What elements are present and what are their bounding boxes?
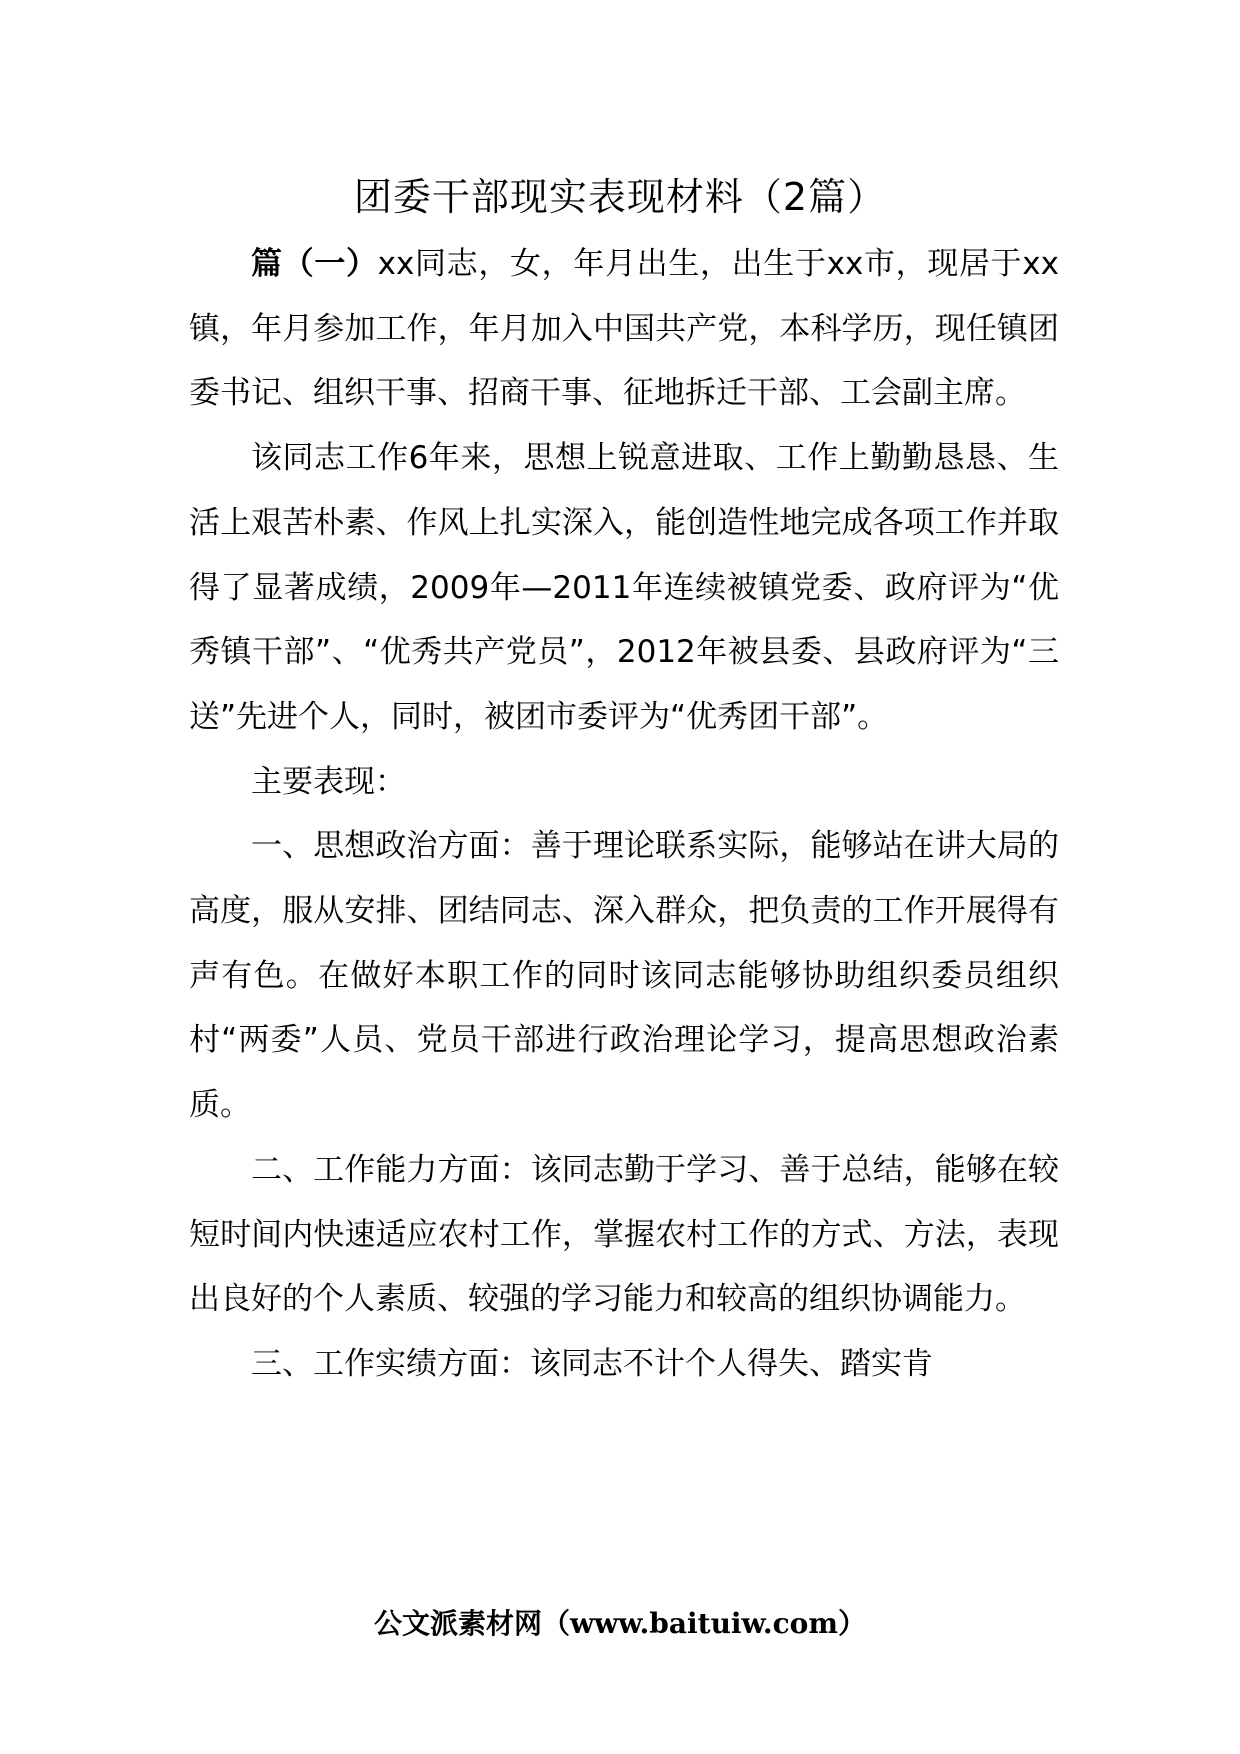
paragraph-2 (189, 426, 1059, 750)
paragraph-6 (189, 1332, 1059, 1397)
paragraph-text: 二、工作能力方面：该同志勤于学习、善于总结，能够在较短时间内快速适应农村工作，掌握农村工作的方式、方法，表现出良好的个人素质、较强的学习能力和较高的组织协调能力。 (189, 1151, 1059, 1318)
paragraph-text: xx同志，女，年月出生，出生于xx市，现居于xx镇，年月参加工作，年月加入中国共产党，本科学历，现任镇团委书记、组织干事、招商干事、征地拆迁干部、工会副主席。 (189, 246, 1059, 412)
document-body (189, 232, 1059, 1397)
footer-watermark: 公文派素材网（www.baituiw.com） (374, 1607, 866, 1640)
paragraph-text: 主要表现： (251, 763, 406, 800)
section-lead: 篇（一） (251, 246, 378, 282)
paragraph-5 (189, 1138, 1059, 1332)
document-title: 团委干部现实表现材料（2篇） (353, 175, 887, 219)
paragraph-1 (189, 232, 1059, 426)
paragraph-3 (189, 750, 1059, 815)
paragraph-text: 三、工作实绩方面：该同志不计个人得失、踏实肯 (251, 1345, 933, 1382)
paragraph-text: 一、思想政治方面：善于理论联系实际，能够站在讲大局的高度，服从安排、团结同志、深入群众，把负责的工作开展得有声有色。在做好本职工作的同时该同志能够协助组织委员组织村“两委”人员、党员干部进行政治理论学习，提高思想政治素质。 (189, 828, 1059, 1124)
paragraph-4 (189, 814, 1059, 1138)
paragraph-text: 该同志工作6年来，思想上锐意进取、工作上勤勤恳恳、生活上艰苦朴素、作风上扎实深入，能创造性地完成各项工作并取得了显著成绩，2009年—2011年连续被镇党委、政府评为“优秀镇干部”、“优秀共产党员”，2012年被县委、县政府评为“三送”先进个人，同时，被团市委评为“优秀团干部”。 (189, 440, 1059, 735)
